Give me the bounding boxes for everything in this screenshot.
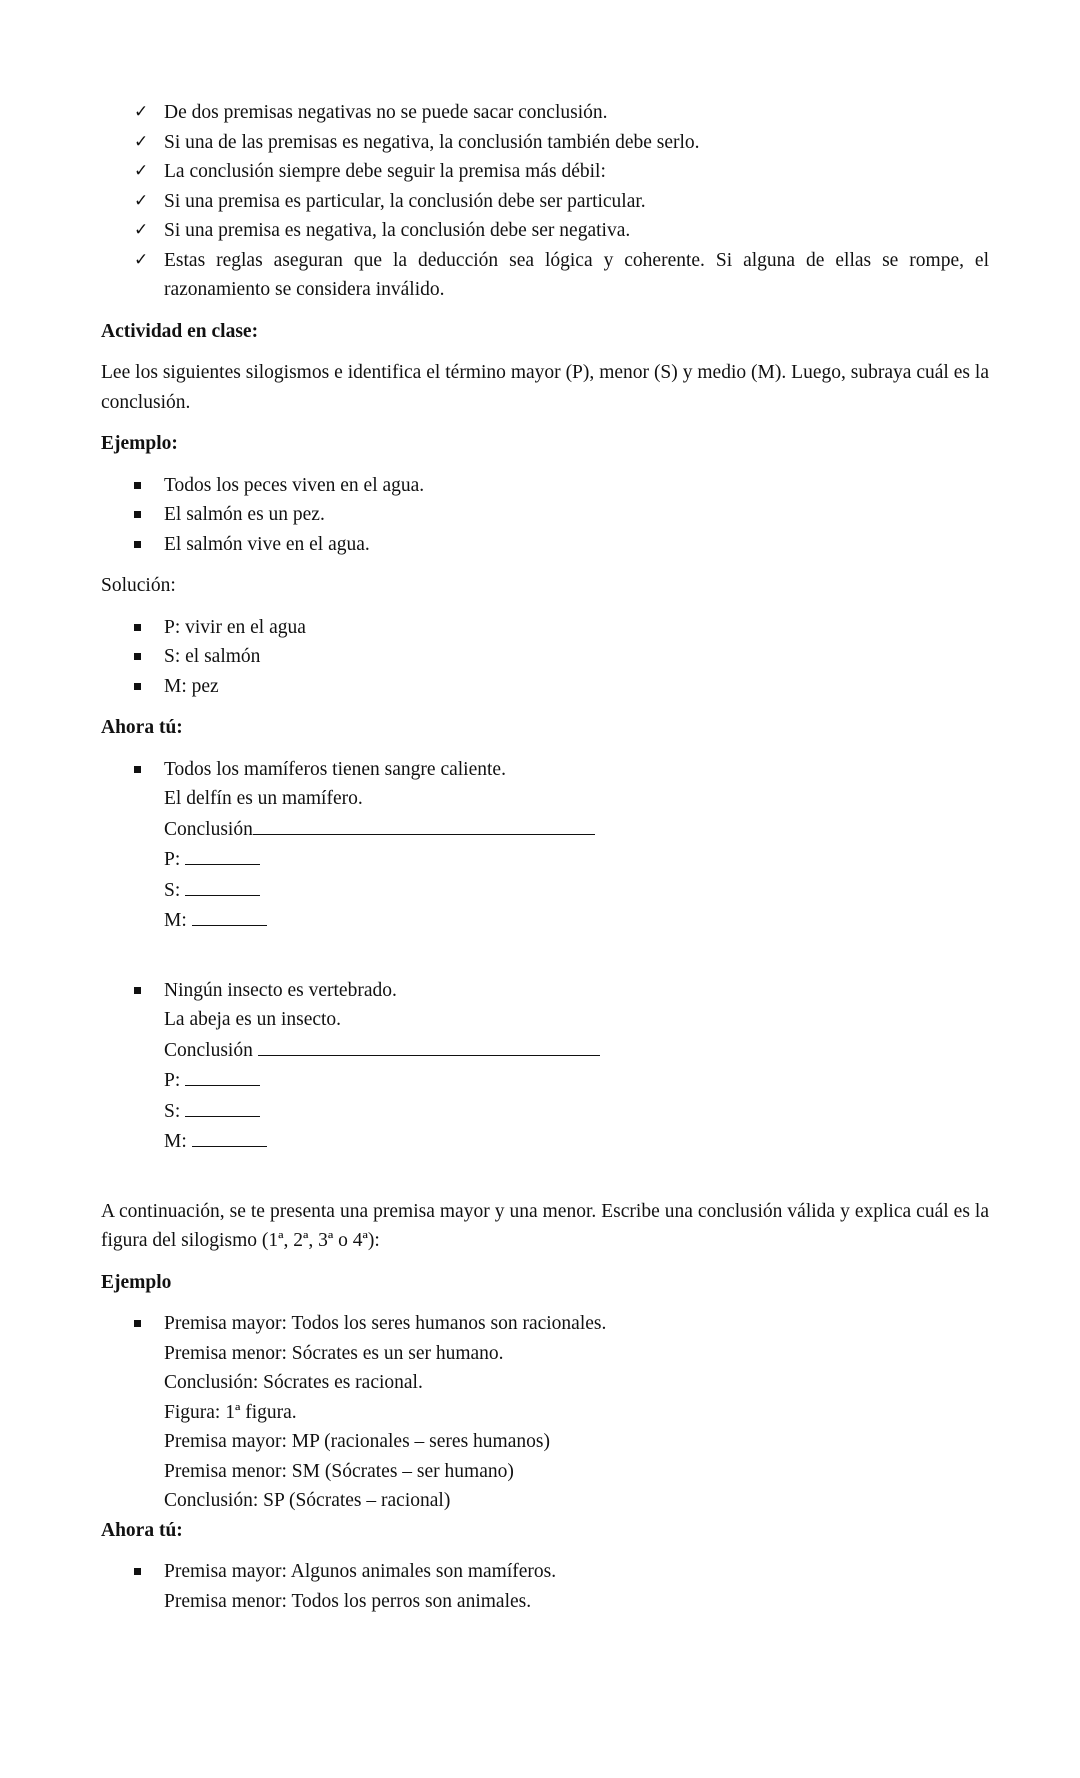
document-page xyxy=(101,98,989,1616)
p-blank[interactable] xyxy=(185,1065,260,1086)
square-bullet-icon xyxy=(134,1320,141,1327)
list-item: Premisa mayor: Algunos animales son mamíferos. Premisa menor: Todos los perros son animales. xyxy=(101,1557,989,1616)
square-bullet-icon xyxy=(134,1568,141,1575)
check-icon: ✓ xyxy=(134,131,149,152)
exercise-3 xyxy=(101,1557,989,1616)
s-blank[interactable] xyxy=(185,1096,260,1117)
check-icon: ✓ xyxy=(134,102,149,122)
solution-label: Solución: xyxy=(101,575,176,596)
square-bullet-icon xyxy=(134,766,141,773)
list-item: ✓ Si una premisa es particular, la conclusión debe ser particular. xyxy=(101,187,989,217)
conclusion-blank[interactable] xyxy=(253,814,595,835)
example-2 xyxy=(101,1309,989,1516)
list-item: S: el salmón xyxy=(101,642,989,672)
rules-list xyxy=(101,98,989,305)
list-item: El salmón vive en el agua. xyxy=(101,530,989,560)
list-item: ✓ De dos premisas negativas no se puede sacar conclusión. xyxy=(101,98,989,128)
exercise-2 xyxy=(101,976,989,1157)
list-item: ✓ Estas reglas aseguran que la deducción sea lógica y coherente. Si alguna de ellas se rompe, el razonamiento se considera inválido. xyxy=(101,246,989,305)
list-item: ✓ Si una de las premisas es negativa, la conclusión también debe serlo. xyxy=(101,128,989,158)
now-you-title-2: Ahora tú: xyxy=(101,1519,183,1541)
square-bullet-icon xyxy=(134,987,141,994)
m-blank[interactable] xyxy=(192,905,267,926)
list-item: Ningún insecto es vertebrado. La abeja es un insecto. Conclusión P: S: M: xyxy=(101,976,989,1157)
square-bullet-icon xyxy=(134,511,141,518)
solution-list xyxy=(101,613,989,702)
m-blank[interactable] xyxy=(192,1126,267,1147)
list-item: M: pez xyxy=(101,672,989,702)
activity-title: Actividad en clase: xyxy=(101,320,259,342)
square-bullet-icon xyxy=(134,683,141,690)
list-item: P: vivir en el agua xyxy=(101,613,989,643)
exercise-1 xyxy=(101,755,989,936)
list-item: ✓ Si una premisa es negativa, la conclusión debe ser negativa. xyxy=(101,216,989,246)
activity-instructions: Lee los siguientes silogismos e identifica el término mayor (P), menor (S) y medio (M). Luego, subraya cuál es la conclusión. xyxy=(101,362,989,413)
square-bullet-icon xyxy=(134,653,141,660)
example-list xyxy=(101,471,989,560)
part2-instructions: A continuación, se te presenta una premisa mayor y una menor. Escribe una conclusión válida y explica cuál es la figura del silogismo (1ª, 2ª, 3ª o 4ª): xyxy=(101,1200,989,1251)
square-bullet-icon xyxy=(134,482,141,489)
square-bullet-icon xyxy=(134,624,141,631)
example-title-2: Ejemplo xyxy=(101,1271,172,1293)
square-bullet-icon xyxy=(134,541,141,548)
list-item: El salmón es un pez. xyxy=(101,500,989,530)
check-icon: ✓ xyxy=(134,249,149,270)
p-blank[interactable] xyxy=(185,844,260,865)
check-icon: ✓ xyxy=(134,220,149,240)
list-item: ✓ La conclusión siempre debe seguir la premisa más débil: xyxy=(101,157,989,187)
conclusion-blank[interactable] xyxy=(258,1035,600,1056)
check-icon: ✓ xyxy=(134,190,149,211)
list-item: Todos los peces viven en el agua. xyxy=(101,471,989,501)
example-title: Ejemplo: xyxy=(101,433,178,454)
now-you-title: Ahora tú: xyxy=(101,717,183,738)
list-item: Premisa mayor: Todos los seres humanos son racionales. Premisa menor: Sócrates es un ser humano. Conclusión: Sócrates es racional. Figura: 1ª figura. Premisa mayor: MP (racionales – seres humanos) Premisa menor: SM (Sócrates – ser humano) Conclusión: SP (Sócrates – racional) xyxy=(101,1309,989,1516)
check-icon: ✓ xyxy=(134,161,149,181)
s-blank[interactable] xyxy=(185,875,260,896)
list-item: Todos los mamíferos tienen sangre caliente. El delfín es un mamífero. Conclusión P: S: M: xyxy=(101,755,989,936)
